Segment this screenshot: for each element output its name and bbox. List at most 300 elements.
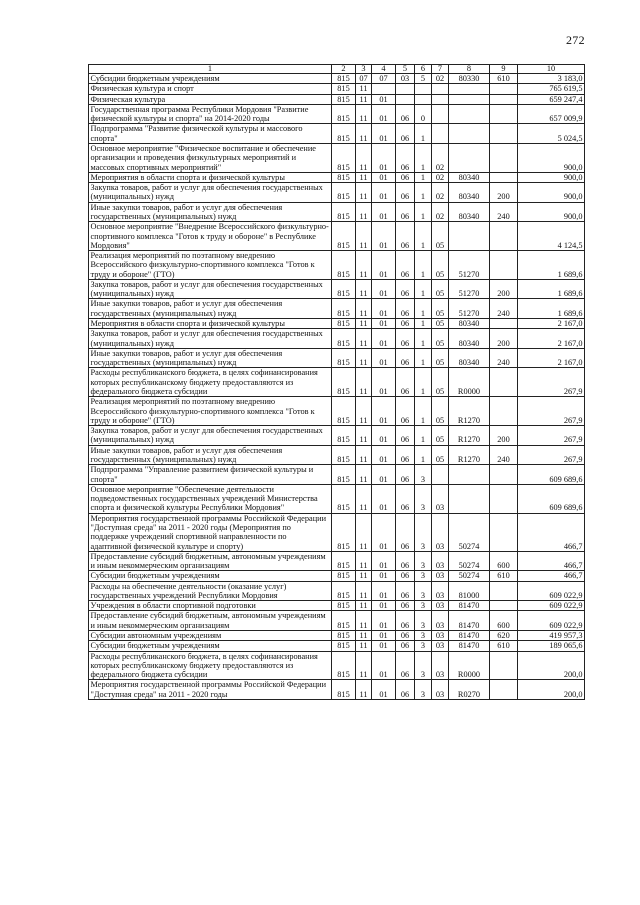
table-cell: 11 (356, 279, 372, 299)
table-cell: 815 (332, 329, 356, 349)
table-cell: 815 (332, 484, 356, 513)
table-cell: 03 (432, 581, 449, 601)
table-cell: 815 (332, 571, 356, 581)
table-cell: 1 (415, 319, 432, 329)
table-cell: 01 (372, 299, 396, 319)
table-cell (432, 94, 449, 104)
table-cell: R1270 (449, 397, 490, 426)
table-cell: 06 (396, 183, 415, 203)
table-cell: 765 619,5 (518, 84, 585, 94)
table-cell: 02 (432, 202, 449, 222)
page-number: 272 (566, 33, 585, 47)
table-cell: 609 022,9 (518, 601, 585, 611)
table-cell: 81000 (449, 581, 490, 601)
table-cell: 267,9 (518, 397, 585, 426)
table-cell: 03 (432, 513, 449, 551)
table-cell: Подпрограмма "Развитие физической культуры и массового спорта" (89, 124, 332, 144)
table-row (89, 143, 585, 172)
table-cell: 06 (396, 581, 415, 601)
table-cell: 900,0 (518, 202, 585, 222)
table-cell: 3 (415, 465, 432, 485)
table-cell (449, 465, 490, 485)
table-row (89, 581, 585, 601)
table-cell: 11 (356, 397, 372, 426)
table-cell: R0270 (449, 680, 490, 700)
table-cell: Закупка товаров, работ и услуг для обеспечения государственных (муниципальных) нужд (89, 183, 332, 203)
table-cell: 815 (332, 222, 356, 251)
table-cell: 11 (356, 426, 372, 446)
table-row (89, 124, 585, 144)
table-cell: Иные закупки товаров, работ и услуг для обеспечения государственных (муниципальных) нужд (89, 299, 332, 319)
table-cell: 1 (415, 397, 432, 426)
table-cell: 01 (372, 601, 396, 611)
table-cell: 3 (415, 513, 432, 551)
table-cell: 11 (356, 104, 372, 124)
table-cell: 1 (415, 251, 432, 280)
table-cell: 11 (356, 319, 372, 329)
table-cell: 657 009,9 (518, 104, 585, 124)
table-cell: 03 (432, 680, 449, 700)
table-cell (490, 172, 518, 182)
table-row (89, 299, 585, 319)
table-cell: 240 (490, 445, 518, 465)
table-cell (449, 484, 490, 513)
table-cell: 02 (432, 143, 449, 172)
table-row (89, 172, 585, 182)
table-cell: 51270 (449, 251, 490, 280)
table-cell: 240 (490, 348, 518, 368)
table-cell: 06 (396, 319, 415, 329)
table-header (89, 65, 585, 74)
table-cell: 1 (415, 183, 432, 203)
table-cell: 815 (332, 611, 356, 631)
table-cell: 11 (356, 348, 372, 368)
table-cell: 01 (372, 104, 396, 124)
table-cell: 1 (415, 172, 432, 182)
table-cell: 815 (332, 94, 356, 104)
table-cell: 1 689,6 (518, 251, 585, 280)
table-cell: Закупка товаров, работ и услуг для обеспечения государственных (муниципальных) нужд (89, 426, 332, 446)
table-row (89, 348, 585, 368)
table-cell: 267,9 (518, 368, 585, 397)
table-cell (490, 94, 518, 104)
table-cell: 1 (415, 222, 432, 251)
table-row (89, 651, 585, 680)
table-row (89, 484, 585, 513)
table-cell: 267,9 (518, 426, 585, 446)
table-cell (490, 651, 518, 680)
table-cell: 01 (372, 397, 396, 426)
table-cell: 815 (332, 601, 356, 611)
table-cell: 815 (332, 680, 356, 700)
table-cell: Иные закупки товаров, работ и услуг для обеспечения государственных (муниципальных) нужд (89, 445, 332, 465)
table-cell: 815 (332, 426, 356, 446)
table-cell: 815 (332, 651, 356, 680)
table-cell: 610 (490, 74, 518, 84)
table-cell: 05 (432, 319, 449, 329)
table-cell: 815 (332, 143, 356, 172)
table-cell: 50274 (449, 551, 490, 571)
table-cell (490, 465, 518, 485)
table-cell: 01 (372, 124, 396, 144)
table-cell: Субсидии автономным учреждениям (89, 631, 332, 641)
table-row (89, 104, 585, 124)
column-header: 9 (490, 65, 518, 74)
table-cell: 03 (432, 611, 449, 631)
table-cell (490, 601, 518, 611)
table-cell: Мероприятия в области спорта и физической культуры (89, 319, 332, 329)
table-cell: 01 (372, 426, 396, 446)
table-row (89, 426, 585, 446)
table-cell: 2 167,0 (518, 319, 585, 329)
table-cell: Закупка товаров, работ и услуг для обеспечения государственных (муниципальных) нужд (89, 279, 332, 299)
table-cell: 06 (396, 601, 415, 611)
table-cell: 11 (356, 651, 372, 680)
table-cell: Расходы республиканского бюджета, в целях софинансирования которых республиканскому бюджету предоставляются из федерального бюджета субсидии (89, 368, 332, 397)
table-cell: 200 (490, 329, 518, 349)
table-cell: Субсидии бюджетным учреждениям (89, 74, 332, 84)
table-cell: 06 (396, 551, 415, 571)
table-cell: 600 (490, 611, 518, 631)
table-cell: 11 (356, 513, 372, 551)
table-cell: 11 (356, 368, 372, 397)
table-cell: 03 (432, 601, 449, 611)
table-cell: 06 (396, 651, 415, 680)
table-cell (449, 94, 490, 104)
table-row (89, 601, 585, 611)
table-cell (432, 124, 449, 144)
table-cell: 06 (396, 124, 415, 144)
table-cell (372, 84, 396, 94)
table-cell: 900,0 (518, 172, 585, 182)
table-row (89, 251, 585, 280)
table-cell: 11 (356, 571, 372, 581)
table-cell: 200 (490, 279, 518, 299)
table-cell: Иные закупки товаров, работ и услуг для обеспечения государственных (муниципальных) нужд (89, 202, 332, 222)
table-cell: 03 (432, 631, 449, 641)
table-cell: 11 (356, 551, 372, 571)
table-cell: 1 (415, 124, 432, 144)
table-cell: 1 (415, 426, 432, 446)
table-cell: 01 (372, 513, 396, 551)
table-cell: Предоставление субсидий бюджетным, автономным учреждениям и иным некоммерческим организациям (89, 611, 332, 631)
table-cell: 815 (332, 319, 356, 329)
table-cell: 815 (332, 104, 356, 124)
table-cell: 466,7 (518, 551, 585, 571)
table-cell: 80340 (449, 329, 490, 349)
table-cell: Субсидии бюджетным учреждениям (89, 641, 332, 651)
table-cell: 815 (332, 465, 356, 485)
column-header: 3 (356, 65, 372, 74)
table-cell: 11 (356, 631, 372, 641)
table-cell: 06 (396, 571, 415, 581)
table-cell: 06 (396, 348, 415, 368)
table-cell: 815 (332, 631, 356, 641)
table-cell: 11 (356, 601, 372, 611)
table-cell: 03 (432, 651, 449, 680)
table-cell: 1 (415, 279, 432, 299)
column-header: 2 (332, 65, 356, 74)
table-cell (415, 84, 432, 94)
table-cell: Физическая культура и спорт (89, 84, 332, 94)
table-cell: 815 (332, 397, 356, 426)
table-cell: 1 (415, 445, 432, 465)
table-row (89, 202, 585, 222)
table-cell: 81470 (449, 601, 490, 611)
table-cell (415, 94, 432, 104)
table-cell: 50274 (449, 513, 490, 551)
table-cell (396, 84, 415, 94)
table-cell: 01 (372, 222, 396, 251)
table-cell: 06 (396, 611, 415, 631)
table-cell: 1 (415, 329, 432, 349)
table-cell: 01 (372, 611, 396, 631)
table-cell: 900,0 (518, 183, 585, 203)
table-cell: 03 (432, 484, 449, 513)
table-cell: 200,0 (518, 680, 585, 700)
table-cell: 01 (372, 143, 396, 172)
table-cell: 07 (356, 74, 372, 84)
table-cell: 240 (490, 299, 518, 319)
table-cell: Мероприятия в области спорта и физической культуры (89, 172, 332, 182)
table-cell: 1 (415, 348, 432, 368)
table-row (89, 94, 585, 104)
table-cell (449, 104, 490, 124)
table-cell: Расходы республиканского бюджета, в целях софинансирования которых республиканскому бюджету предоставляются из федерального бюджета субсидии (89, 651, 332, 680)
table-cell: 03 (432, 641, 449, 651)
table-cell: R1270 (449, 426, 490, 446)
table-cell: Мероприятия государственной программы Российской Федерации "Доступная среда" на 2011 - 2020 годы (Мероприятия по поддержке учреждений спортивной направленности по адаптивной физической культуре и спорту) (89, 513, 332, 551)
table-cell: 11 (356, 202, 372, 222)
table-cell: 06 (396, 172, 415, 182)
table-cell: 07 (372, 74, 396, 84)
table-cell: R1270 (449, 445, 490, 465)
table-cell (490, 104, 518, 124)
table-cell: Мероприятия государственной программы Российской Федерации "Доступная среда" на 2011 - 2020 годы (89, 680, 332, 700)
table-cell: 01 (372, 631, 396, 641)
table-cell: 06 (396, 631, 415, 641)
table-cell: 06 (396, 104, 415, 124)
table-cell: 3 (415, 680, 432, 700)
table-cell: 2 167,0 (518, 329, 585, 349)
table-cell: Основное мероприятие "Физическое воспитание и обеспечение организации и проведения физкультурных мероприятий и массовых спортивных мероприятий" (89, 143, 332, 172)
table-cell: 815 (332, 183, 356, 203)
table-cell: 610 (490, 571, 518, 581)
table-cell: 01 (372, 651, 396, 680)
table-cell: 02 (432, 183, 449, 203)
table-cell: 815 (332, 368, 356, 397)
table-row (89, 631, 585, 641)
table-cell: 815 (332, 124, 356, 144)
table-cell: 11 (356, 465, 372, 485)
table-cell: 03 (432, 571, 449, 581)
table-cell: 620 (490, 631, 518, 641)
table-cell: Учреждения в области спортивной подготовки (89, 601, 332, 611)
table-cell: 0 (415, 104, 432, 124)
table-cell: 05 (432, 445, 449, 465)
table-cell: 815 (332, 551, 356, 571)
table-cell: Субсидии бюджетным учреждениям (89, 571, 332, 581)
table-cell: 06 (396, 329, 415, 349)
table-cell: 900,0 (518, 143, 585, 172)
column-header: 8 (449, 65, 490, 74)
table-cell: 815 (332, 172, 356, 182)
table-cell (432, 465, 449, 485)
table-cell: 05 (432, 329, 449, 349)
table-cell: 11 (356, 484, 372, 513)
table-row (89, 397, 585, 426)
table-cell: 05 (432, 299, 449, 319)
table-cell: 11 (356, 445, 372, 465)
table-cell: 81470 (449, 641, 490, 651)
table-cell: 05 (432, 397, 449, 426)
table-cell: 11 (356, 611, 372, 631)
table-cell: 06 (396, 397, 415, 426)
table-cell: 815 (332, 348, 356, 368)
table-cell: 05 (432, 251, 449, 280)
table-row (89, 641, 585, 651)
table-cell: 80340 (449, 183, 490, 203)
table-cell (490, 513, 518, 551)
table-row (89, 551, 585, 571)
table-cell: 11 (356, 183, 372, 203)
table-cell: 06 (396, 222, 415, 251)
table-cell: 1 689,6 (518, 279, 585, 299)
table-cell: 4 124,5 (518, 222, 585, 251)
table-cell: Предоставление субсидий бюджетным, автономным учреждениям и иным некоммерческим организациям (89, 551, 332, 571)
table-cell: 01 (372, 183, 396, 203)
table-cell (396, 94, 415, 104)
column-header: 5 (396, 65, 415, 74)
table-cell: 03 (396, 74, 415, 84)
table-cell: 600 (490, 551, 518, 571)
table-cell: 3 (415, 581, 432, 601)
column-header: 7 (432, 65, 449, 74)
table-cell: 01 (372, 581, 396, 601)
table-cell (449, 143, 490, 172)
table-cell: 815 (332, 581, 356, 601)
table-cell: Реализация мероприятий по поэтапному внедрению Всероссийского физкультурно-спортивного комплекса "Готов к труду и обороне" (ГТО) (89, 397, 332, 426)
table-cell: Иные закупки товаров, работ и услуг для обеспечения государственных (муниципальных) нужд (89, 348, 332, 368)
table-cell (490, 251, 518, 280)
table-cell: 11 (356, 299, 372, 319)
column-header: 4 (372, 65, 396, 74)
table-cell: 01 (372, 251, 396, 280)
table-cell: 1 (415, 143, 432, 172)
table-cell: 02 (432, 74, 449, 84)
table-cell: 3 (415, 484, 432, 513)
table-cell: 02 (432, 172, 449, 182)
table-cell (490, 484, 518, 513)
column-header: 10 (518, 65, 585, 74)
table-cell: 80340 (449, 202, 490, 222)
table-cell: 06 (396, 143, 415, 172)
table-cell: 11 (356, 124, 372, 144)
table-cell: 267,9 (518, 445, 585, 465)
table-row (89, 279, 585, 299)
table-cell: 11 (356, 251, 372, 280)
table-cell: 609 689,6 (518, 484, 585, 513)
table-row (89, 445, 585, 465)
table-cell: 815 (332, 513, 356, 551)
table-cell: 240 (490, 202, 518, 222)
table-cell: 5 (415, 74, 432, 84)
budget-table (88, 64, 585, 700)
column-header: 6 (415, 65, 432, 74)
table-row (89, 319, 585, 329)
table-cell: 11 (356, 143, 372, 172)
table-cell: 1 (415, 368, 432, 397)
table-cell: 01 (372, 329, 396, 349)
table-cell: 05 (432, 426, 449, 446)
table-row (89, 74, 585, 84)
table-cell: 815 (332, 74, 356, 84)
table-cell: 11 (356, 680, 372, 700)
table-cell: 80340 (449, 319, 490, 329)
table-cell: Основное мероприятие "Внедрение Всероссийского физкультурно-спортивного комплекса "Готов к труду и обороне" в Республике Мордовия" (89, 222, 332, 251)
table-cell: 1 689,6 (518, 299, 585, 319)
table-cell: 01 (372, 368, 396, 397)
table-cell: 815 (332, 84, 356, 94)
table-cell: Закупка товаров, работ и услуг для обеспечения государственных (муниципальных) нужд (89, 329, 332, 349)
table-cell: 06 (396, 426, 415, 446)
table-row (89, 513, 585, 551)
table-cell: 06 (396, 641, 415, 651)
table-cell: R0000 (449, 368, 490, 397)
table-cell (449, 84, 490, 94)
table-cell: 609 022,9 (518, 611, 585, 631)
table-cell: 05 (432, 348, 449, 368)
table-cell: 3 183,0 (518, 74, 585, 84)
column-header: 1 (89, 65, 332, 74)
table-row (89, 680, 585, 700)
table-cell: 3 (415, 571, 432, 581)
table-cell: 3 (415, 611, 432, 631)
table-cell (490, 143, 518, 172)
table-cell: 815 (332, 445, 356, 465)
table-cell: 06 (396, 368, 415, 397)
table-cell: 80330 (449, 74, 490, 84)
table-cell: 200,0 (518, 651, 585, 680)
table-cell: Государственная программа Республики Мордовия "Развитие физической культуры и спорта" на 2014-2020 годы (89, 104, 332, 124)
table-cell: 01 (372, 484, 396, 513)
table-cell: 3 (415, 641, 432, 651)
table-cell: 01 (372, 571, 396, 581)
table-cell (449, 124, 490, 144)
table-cell (490, 581, 518, 601)
table-cell: 01 (372, 551, 396, 571)
table-cell: 06 (396, 202, 415, 222)
table-cell: 06 (396, 299, 415, 319)
table-cell: 01 (372, 680, 396, 700)
table-cell: 659 247,4 (518, 94, 585, 104)
table-cell: 11 (356, 172, 372, 182)
table-cell: 80340 (449, 348, 490, 368)
table-cell: 06 (396, 484, 415, 513)
table-cell: 3 (415, 551, 432, 571)
table-row (89, 329, 585, 349)
table-row (89, 222, 585, 251)
table-cell (432, 104, 449, 124)
table-row (89, 183, 585, 203)
table-cell: 609 022,9 (518, 581, 585, 601)
table-cell: 11 (356, 641, 372, 651)
table-cell: 419 957,3 (518, 631, 585, 641)
table-cell: 05 (432, 279, 449, 299)
table-cell: 01 (372, 445, 396, 465)
table-cell: 06 (396, 251, 415, 280)
table-cell (490, 319, 518, 329)
